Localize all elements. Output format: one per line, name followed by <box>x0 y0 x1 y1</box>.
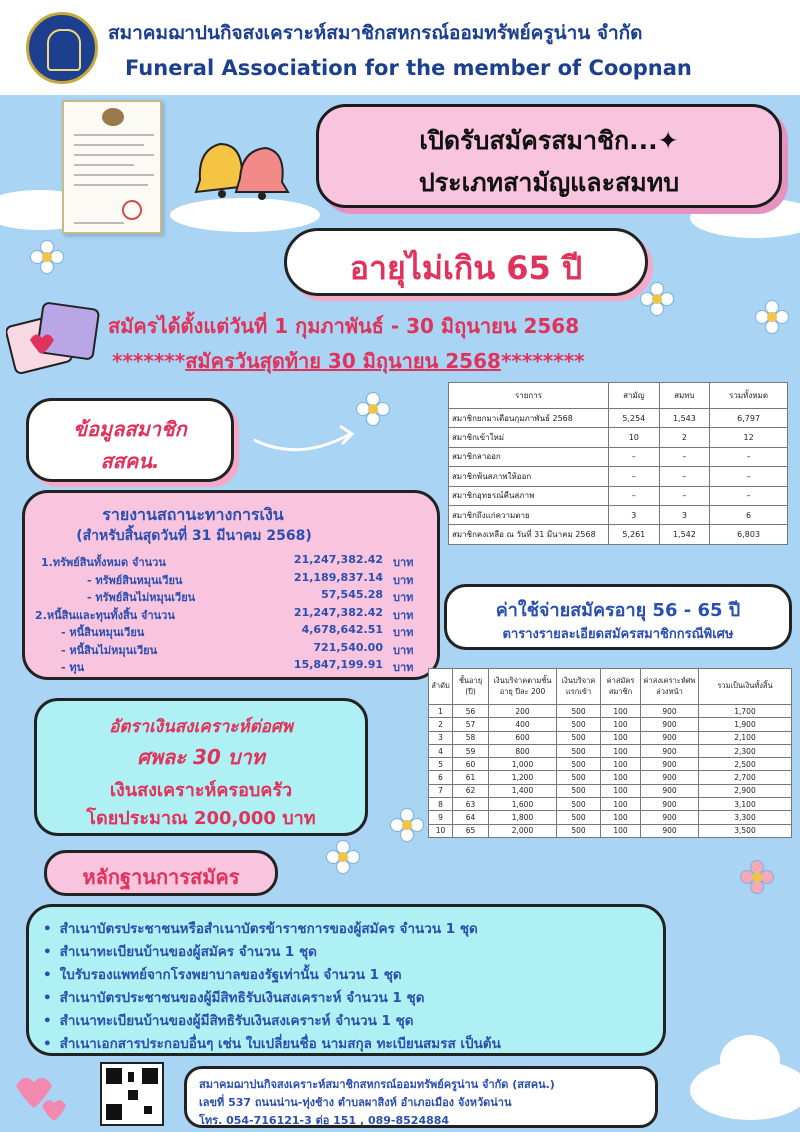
table-cell: 900 <box>641 744 699 757</box>
table-row <box>449 525 788 544</box>
contact-phone: โทร. 054-716121-3 ต่อ 151 , 089-8524884 <box>199 1114 450 1127</box>
finance-unit: บาท <box>393 573 414 587</box>
certificate-seal <box>102 108 124 126</box>
table-cell: 800 <box>489 744 557 757</box>
table-cell: – <box>609 486 660 505</box>
age-limit-badge <box>284 228 648 296</box>
table-cell: 63 <box>453 798 489 811</box>
table-cell: – <box>609 467 660 486</box>
finance-value: 721,540.00 <box>313 640 383 654</box>
title-thai: สมาคมฌาปนกิจสงเคราะห์สมาชิกสหกรณ์ออมทรัพย์ครูน่าน จำกัด <box>108 22 643 44</box>
table-cell: 6 <box>429 771 453 784</box>
finance-unit: บาท <box>393 556 414 569</box>
table-cell: – <box>710 486 788 505</box>
finance-label: - หนี้สินหมุนเวียน <box>61 626 145 639</box>
table-cell: 100 <box>601 758 641 771</box>
table-cell: 900 <box>641 705 699 718</box>
table-cell: 2,500 <box>699 758 792 771</box>
table-cell: 900 <box>641 811 699 824</box>
table-cell: 61 <box>453 771 489 784</box>
table-cell: 2,100 <box>699 731 792 744</box>
table-cell: 100 <box>601 784 641 797</box>
finance-row <box>61 641 425 657</box>
finance-unit: บาท <box>393 643 414 657</box>
table-cell: – <box>609 447 660 466</box>
contact-panel <box>184 1066 658 1128</box>
table-cell: 60 <box>453 758 489 771</box>
table-cell: 58 <box>453 731 489 744</box>
table-cell: 6,797 <box>710 409 788 428</box>
finance-label: - ทรัพย์สินไม่หมุนเวียน <box>87 591 196 604</box>
table-row <box>449 428 788 447</box>
table-row <box>429 731 792 744</box>
table-cell: 200 <box>489 705 557 718</box>
table-row <box>429 718 792 731</box>
table-row <box>429 758 792 771</box>
table-cell: – <box>659 467 710 486</box>
finance-unit: บาท <box>393 608 414 622</box>
table-cell: 1,543 <box>659 409 710 428</box>
table-cell: 9 <box>429 811 453 824</box>
table-cell: 3,100 <box>699 798 792 811</box>
table-header-row: รายการ สามัญ สมทบ รวมทั้งหมด <box>449 383 788 409</box>
required-documents-label: หลักฐานการสมัคร <box>44 850 278 896</box>
table-cell: 1,200 <box>489 771 557 784</box>
finance-label: 2.หนี้สินและทุนทั้งสิ้น จำนวน <box>35 608 175 622</box>
age-limit-text: อายุไม่เกิน 65 ปี <box>349 249 583 287</box>
table-cell: 3 <box>659 505 710 524</box>
table-cell: 100 <box>601 771 641 784</box>
finance-row <box>35 606 425 622</box>
finance-row <box>87 588 425 604</box>
table-cell: 1,700 <box>699 705 792 718</box>
table-cell: 1,542 <box>659 525 710 544</box>
table-cell: 10 <box>609 428 660 447</box>
table-cell: 64 <box>453 811 489 824</box>
family-benefit-amount: โดยประมาณ 200,000 บาท <box>86 808 316 829</box>
banner-line-1: เปิดรับสมัครสมาชิก...✦ <box>419 126 679 155</box>
table-row <box>429 798 792 811</box>
table-cell: 100 <box>601 798 641 811</box>
finance-value: 57,545.28 <box>321 588 383 601</box>
table-cell: 100 <box>601 811 641 824</box>
table-cell: 6,803 <box>710 525 788 544</box>
table-row <box>449 505 788 524</box>
table-row <box>449 467 788 486</box>
required-documents-panel <box>26 904 666 1056</box>
document-item: • สำเนาบัตรประชาชนของผู้มีสิทธิรับเงินสงเคราะห์ จำนวน 1 ชุด <box>43 986 424 1008</box>
table-cell: 2 <box>429 718 453 731</box>
finance-label: - ทรัพย์สินหมุนเวียน <box>87 573 183 587</box>
finance-value: 21,247,382.42 <box>293 605 383 619</box>
table-cell: 59 <box>453 744 489 757</box>
finance-report-panel <box>22 490 440 680</box>
table-cell: 100 <box>601 824 641 837</box>
table-cell: – <box>659 486 710 505</box>
table-cell: 500 <box>557 784 601 797</box>
title-english: Funeral Association for the member of Coopnan <box>125 56 692 80</box>
qr-code <box>100 1062 164 1126</box>
finance-value: 21,189,837.14 <box>293 570 383 584</box>
table-cell: 5 <box>429 758 453 771</box>
member-info-label: ข้อมูลสมาชิก สสคน. <box>26 398 234 482</box>
table-cell: 500 <box>557 744 601 757</box>
finance-row <box>87 571 425 587</box>
table-row <box>429 811 792 824</box>
flower-icon <box>755 300 789 334</box>
table-cell: 1,800 <box>489 811 557 824</box>
contact-address: เลขที่ 537 ถนนน่าน-ทุ่งช้าง ตำบลผาสิงห์ อำเภอเมือง จังหวัดน่าน <box>199 1096 512 1109</box>
table-cell: สมาชิกลาออก <box>449 447 609 466</box>
table-cell: 400 <box>489 718 557 731</box>
finance-label: - ทุน <box>61 661 85 674</box>
table-cell: 62 <box>453 784 489 797</box>
table-cell: 3 <box>429 731 453 744</box>
document-item: • สำเนาบัตรประชาชนหรือสำเนาบัตรข้าราชการของผู้สมัคร จำนวน 1 ชุด <box>43 917 478 939</box>
finance-row <box>61 658 425 674</box>
table-row <box>449 486 788 505</box>
finance-title: รายงานสถานะทางการเงิน <box>102 505 284 524</box>
table-row <box>429 744 792 757</box>
table-cell: สมาชิกถึงแก่ความตาย <box>449 505 609 524</box>
finance-label: 1.ทรัพย์สินทั้งหมด จำนวน <box>41 556 166 569</box>
table-cell: 500 <box>557 758 601 771</box>
certificate-image <box>62 100 162 234</box>
table-cell: – <box>710 447 788 466</box>
table-cell: 56 <box>453 705 489 718</box>
table-cell: 500 <box>557 705 601 718</box>
family-benefit-line: เงินสงเคราะห์ครอบครัว <box>109 780 293 801</box>
members-table <box>448 382 788 545</box>
table-cell: 3,500 <box>699 824 792 837</box>
finance-value: 15,847,199.91 <box>293 658 383 671</box>
table-header-row: ลำดับ ชั้นอายุ (ปี) เงินบริจาคตามชั้นอายุ ปีละ 200 เงินบริจาคแรกเข้า ค่าสมัครสมาชิก ค่าสงเคราะห์ศพล่วงหน้า รวมเป็นเงินทั้งสิ้น <box>429 669 792 705</box>
table-cell: 2 <box>659 428 710 447</box>
flower-icon <box>326 840 360 874</box>
apply-dates: สมัครได้ตั้งแต่วันที่ 1 กุมภาพันธ์ - 30 มิถุนายน 2568 <box>108 314 580 338</box>
age-fee-table <box>428 668 792 838</box>
table-row <box>429 705 792 718</box>
rate-title: อัตราเงินสงเคราะห์ต่อศพ <box>109 717 293 737</box>
finance-row <box>61 623 425 639</box>
expense-heading <box>444 584 792 650</box>
table-cell: 500 <box>557 811 601 824</box>
rate-per-death: ศพละ 30 บาท <box>137 745 265 769</box>
flower-icon <box>740 860 774 894</box>
table-cell: 500 <box>557 824 601 837</box>
table-cell: 900 <box>641 784 699 797</box>
finance-label: - หนี้สินไม่หมุนเวียน <box>61 643 158 657</box>
table-cell: สมาชิกอุทธรณ์คืนสภาพ <box>449 486 609 505</box>
document-item: • สำเนาทะเบียนบ้านของผู้มีสิทธิรับเงินสงเคราะห์ จำนวน 1 ชุด <box>43 1009 414 1031</box>
table-cell: สมาชิกพ้นสภาพให้ออก <box>449 467 609 486</box>
table-cell: 2,000 <box>489 824 557 837</box>
table-cell: 1,900 <box>699 718 792 731</box>
bell-icon <box>190 130 300 210</box>
finance-value: 4,678,642.51 <box>301 623 383 636</box>
table-cell: 2,700 <box>699 771 792 784</box>
finance-subtitle: (สำหรับสิ้นสุดวันที่ 31 มีนาคม 2568) <box>76 528 312 544</box>
table-cell: 500 <box>557 718 601 731</box>
table-cell: 2,300 <box>699 744 792 757</box>
table-cell: 100 <box>601 705 641 718</box>
table-cell: 100 <box>601 718 641 731</box>
flower-icon <box>390 808 424 842</box>
table-cell: สมาชิกเข้าใหม่ <box>449 428 609 447</box>
table-cell: 900 <box>641 771 699 784</box>
table-cell: 12 <box>710 428 788 447</box>
table-cell: 10 <box>429 824 453 837</box>
table-cell: 900 <box>641 758 699 771</box>
table-cell: 5,254 <box>609 409 660 428</box>
certificate-stamp <box>122 200 142 220</box>
death-benefit-rate-panel <box>34 698 368 836</box>
table-cell: 900 <box>641 824 699 837</box>
flower-icon <box>30 240 64 274</box>
table-cell: 6 <box>710 505 788 524</box>
document-item: • สำเนาทะเบียนบ้านของผู้สมัคร จำนวน 1 ชุด <box>43 940 317 962</box>
table-cell: 1,600 <box>489 798 557 811</box>
hearts-icon <box>6 1062 86 1128</box>
finance-unit: บาท <box>393 626 414 639</box>
arrow-icon <box>250 420 360 460</box>
expense-title: ค่าใช้จ่ายสมัครอายุ 56 - 65 ปี <box>495 600 741 621</box>
table-cell: 5,261 <box>609 525 660 544</box>
table-cell: 900 <box>641 718 699 731</box>
table-cell: 3 <box>609 505 660 524</box>
table-row <box>429 771 792 784</box>
table-cell: สมาชิกยกมาเดือนกุมภาพันธ์ 2568 <box>449 409 609 428</box>
finance-value: 21,247,382.42 <box>293 553 383 566</box>
last-day-notice: *******สมัครวันสุดท้าย 30 มิถุนายน 2568******** <box>112 349 585 373</box>
table-cell: 500 <box>557 731 601 744</box>
table-cell: 600 <box>489 731 557 744</box>
heart-card-icon <box>6 300 106 376</box>
last-day-text: สมัครวันสุดท้าย 30 มิถุนายน 2568 <box>185 349 501 373</box>
table-cell: 1,000 <box>489 758 557 771</box>
table-cell: 900 <box>641 731 699 744</box>
document-item: • ใบรับรองแพทย์จากโรงพยาบาลของรัฐเท่านั้น จำนวน 1 ชุด <box>43 963 402 985</box>
table-cell: 1,400 <box>489 784 557 797</box>
table-cell: 65 <box>453 824 489 837</box>
table-row <box>449 409 788 428</box>
table-cell: 900 <box>641 798 699 811</box>
table-cell: 100 <box>601 731 641 744</box>
finance-row <box>41 553 425 569</box>
table-cell: – <box>659 447 710 466</box>
table-row <box>429 784 792 797</box>
expense-subtitle: ตารางรายละเอียดสมัครสมาชิกกรณีพิเศษ <box>502 627 734 642</box>
contact-name: สมาคมฌาปนกิจสงเคราะห์สมาชิกสหกรณ์ออมทรัพย์ครูน่าน จำกัด (สสคน.) <box>199 1078 555 1091</box>
flower-icon <box>356 392 390 426</box>
table-row <box>429 824 792 837</box>
table-cell: 3,300 <box>699 811 792 824</box>
table-cell: 1 <box>429 705 453 718</box>
table-cell: 4 <box>429 744 453 757</box>
document-item: • สำเนาเอกสารประกอบอื่นๆ เช่น ใบเปลี่ยนชื่อ นามสกุล ทะเบียนสมรส เป็นต้น <box>43 1032 501 1054</box>
table-row <box>449 447 788 466</box>
table-cell: 2,900 <box>699 784 792 797</box>
table-cell: 57 <box>453 718 489 731</box>
table-cell: สมาชิกคงเหลือ ณ วันที่ 31 มีนาคม 2568 <box>449 525 609 544</box>
open-registration-banner <box>316 104 782 208</box>
banner-line-2: ประเภทสามัญและสมทบ <box>418 168 680 197</box>
table-cell: 7 <box>429 784 453 797</box>
association-logo <box>26 12 98 84</box>
header <box>0 0 800 95</box>
table-cell: 500 <box>557 771 601 784</box>
table-cell: 500 <box>557 798 601 811</box>
table-cell: 100 <box>601 744 641 757</box>
finance-unit: บาท <box>393 591 414 604</box>
cloud-decoration <box>720 1035 780 1085</box>
finance-unit: บาท <box>393 661 414 674</box>
table-cell: 8 <box>429 798 453 811</box>
table-cell: – <box>710 467 788 486</box>
